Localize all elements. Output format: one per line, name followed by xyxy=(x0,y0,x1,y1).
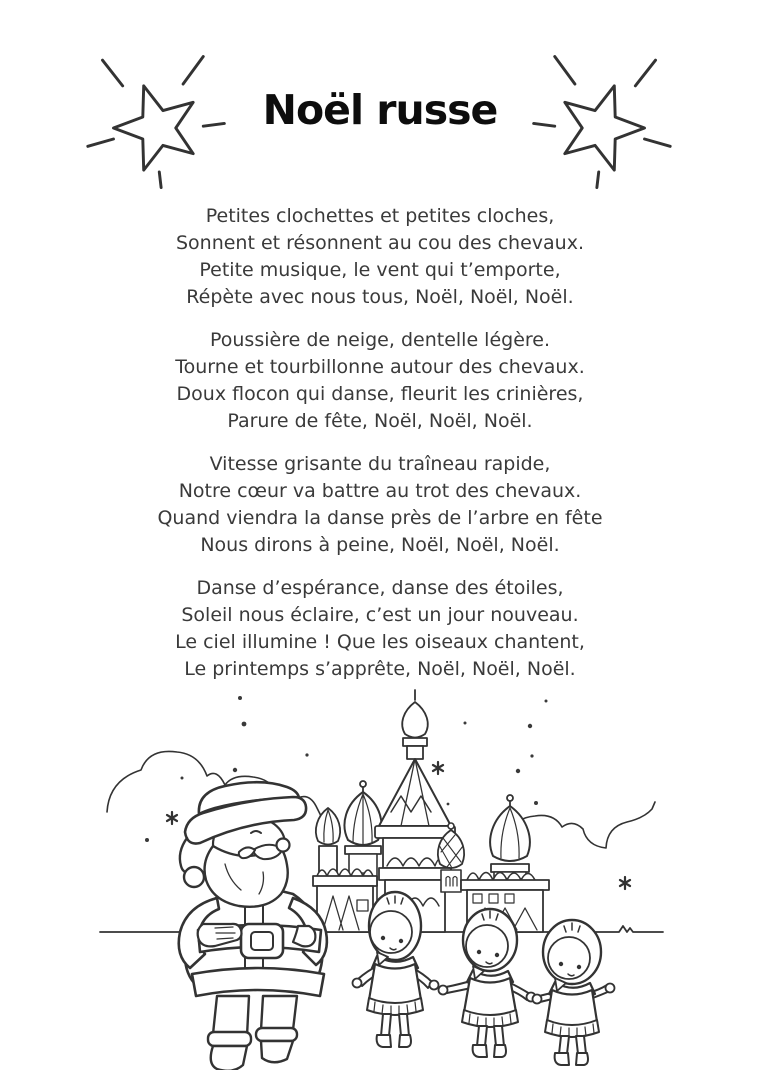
poem-stanza-2 xyxy=(0,327,760,435)
poem-line: Tourne et tourbillonne autour des chevaux. xyxy=(175,356,585,378)
poem-line: Petites clochettes et petites cloches, xyxy=(205,205,555,227)
poem-line: Vitesse grisante du traîneau rapide, xyxy=(209,453,551,475)
poem-line: Nous dirons à peine, Noël, Noël, Noël. xyxy=(200,534,560,556)
poem-stanza-4 xyxy=(0,575,760,683)
poem-line: Poussière de neige, dentelle légère. xyxy=(209,329,551,351)
poem-stanza-1 xyxy=(0,203,760,311)
poem-line: Parure de fête, Noël, Noël, Noël. xyxy=(227,410,533,432)
page-title: Noël russe xyxy=(262,86,498,134)
poem xyxy=(0,203,760,699)
poem-line: Danse d’espérance, danse des étoiles, xyxy=(196,577,564,599)
poem-line: Quand viendra la danse près de l’arbre en fête xyxy=(157,507,603,529)
santa-claus xyxy=(179,782,327,1070)
poem-line: Petite musique, le vent qui t’emporte, xyxy=(199,259,561,281)
poem-line: Notre cœur va battre au trot des chevaux. xyxy=(178,480,582,502)
poem-line: Le ciel illumine ! Que les oiseaux chantent, xyxy=(175,631,585,653)
poem-line: Soleil nous éclaire, c’est un jour nouveau. xyxy=(181,604,579,626)
poem-line: Le printemps s’apprête, Noël, Noël, Noël. xyxy=(184,658,576,680)
child-figure xyxy=(533,920,615,1065)
poem-line: Doux flocon qui danse, fleurit les crinières, xyxy=(176,383,584,405)
poem-stanza-3 xyxy=(0,451,760,559)
poem-line: Répète avec nous tous, Noël, Noël, Noël. xyxy=(186,286,574,308)
hooded-child-figures xyxy=(353,892,615,1065)
st-basils-cathedral xyxy=(313,690,549,932)
poem-line: Sonnent et résonnent au cou des chevaux. xyxy=(175,232,585,254)
christmas-illustration xyxy=(95,680,665,1070)
